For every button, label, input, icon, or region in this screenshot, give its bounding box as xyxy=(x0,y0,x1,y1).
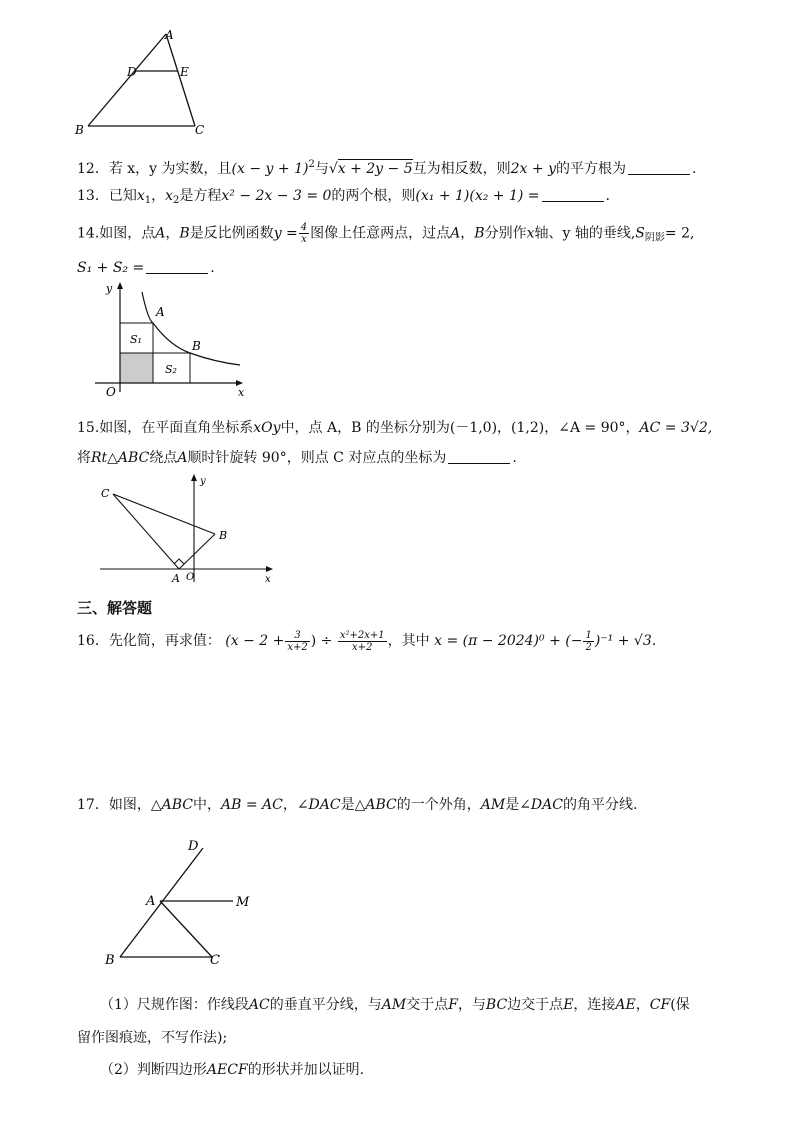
question-number: 16． xyxy=(77,633,109,649)
question-number: 14. xyxy=(77,225,100,242)
question-12: 12．若 x，y 为实数，且$(x - y + 1)^2$与√x + 2y − 5互为相反数，则2x + y的平方根为 . xyxy=(77,159,697,177)
axis-x-label: x xyxy=(238,386,245,399)
label-S1: S₁ xyxy=(130,333,142,346)
label-B: B xyxy=(75,123,84,137)
figure-exterior-angle xyxy=(100,836,265,971)
label-B: B xyxy=(192,339,201,353)
question-14-line2: S₁ + S₂ = . xyxy=(77,260,215,276)
label-D: D xyxy=(127,65,137,79)
label-M: M xyxy=(236,895,250,910)
figure-coordinate-triangle xyxy=(95,472,280,587)
question-number: 15. xyxy=(77,420,100,436)
label-C: C xyxy=(101,487,110,500)
label-B: B xyxy=(105,953,115,968)
question-number: 13． xyxy=(77,188,109,204)
label-A: A xyxy=(172,572,180,585)
answer-blank[interactable] xyxy=(448,449,510,464)
question-17-part1-line2: 留作图痕迹，不写作法); xyxy=(77,1030,228,1046)
text: 若 x，y 为实数，且 xyxy=(108,161,232,177)
label-B: B xyxy=(219,529,228,542)
math: (x − y + 1) xyxy=(231,161,309,177)
label-A: A xyxy=(165,28,174,42)
fraction: $\frac{\text{x²+2x+1}}{x+2}$ xyxy=(339,629,385,653)
question-15-line2: 将Rt△ABC绕点A顺时针旋转 90°，则点 C 对应点的坐标为 . xyxy=(77,450,517,466)
math: 2x + y xyxy=(510,161,556,177)
axis-y-label: y xyxy=(200,476,206,487)
label-E: E xyxy=(180,65,189,79)
axis-y-label: y xyxy=(106,282,113,295)
question-17-part1: （1）尺规作图：作线段AC的垂直平分线，与AM交于点F，与BC边交于点E，连接AE，CF(保 xyxy=(100,997,690,1013)
question-15: 15.如图，在平面直角坐标系xOy中，点 A，B 的坐标分别为(－1,0)，(1,2)，∠A = 90°，AC = 3√2, xyxy=(77,420,713,436)
answer-blank[interactable] xyxy=(542,187,604,202)
section-heading: 三、解答题 xyxy=(77,599,153,617)
math: 2 xyxy=(308,159,315,170)
answer-blank[interactable] xyxy=(628,160,690,175)
question-number: 12． xyxy=(77,161,109,177)
fraction: $\frac{1}{2}$ xyxy=(585,629,592,653)
text: 的平方根为 xyxy=(555,161,626,177)
figure-inverse-function xyxy=(90,280,250,400)
question-number: 17． xyxy=(77,797,109,813)
sqrt-expr: √x + 2y − 5 xyxy=(328,161,413,177)
text: 互为相反数，则 xyxy=(412,161,511,177)
label-C: C xyxy=(210,953,220,968)
question-17: 17．如图，△ABC中，AB = AC，∠DAC是△ABC的一个外角，AM是∠DAC的角平分线. xyxy=(77,797,638,813)
question-14: 14.如图，点A，B是反比例函数y = $\frac{4}{x}$ 图像上任意两点，过点A，B分别作x轴、y 轴的垂线$,S_{阴影}= 2$, xyxy=(77,222,695,245)
math: (x₁ + 1)(x₂ + 1) = xyxy=(415,188,540,204)
label-O: O xyxy=(186,572,195,583)
axis-x-label: x xyxy=(265,574,271,585)
figure-triangle-ade xyxy=(70,26,220,141)
text: 与 xyxy=(314,161,329,177)
question-17-part2: （2）判断四边形AECF的形状并加以证明. xyxy=(100,1062,365,1078)
label-D: D xyxy=(188,839,199,854)
label-A: A xyxy=(146,894,156,909)
label-C: C xyxy=(195,123,205,137)
label-A: A xyxy=(156,305,165,319)
answer-blank[interactable] xyxy=(146,259,208,274)
question-16: 16．先化简，再求值： (x − 2 + $\frac{3}{x+2}$ ) ÷ $\frac{\text{x²+2x+1}}{x+2}$ ，其中 x = (π − 2024)⁰ + (− $\frac{1}{2}$ )⁻¹ + √3. xyxy=(77,629,657,653)
question-13: 13．已知$x_1$，$x_2$是方程x² − 2x − 3 = 0的两个根，则(x₁ + 1)(x₂ + 1) = . xyxy=(77,188,610,206)
label-S2: S₂ xyxy=(165,363,177,376)
fraction: $\frac{3}{x+2}$ xyxy=(287,629,308,653)
fraction: $\frac{4}{x}$ xyxy=(300,222,308,245)
origin-label: O xyxy=(106,385,116,399)
math: x² − 2x − 3 = 0 xyxy=(221,188,332,204)
